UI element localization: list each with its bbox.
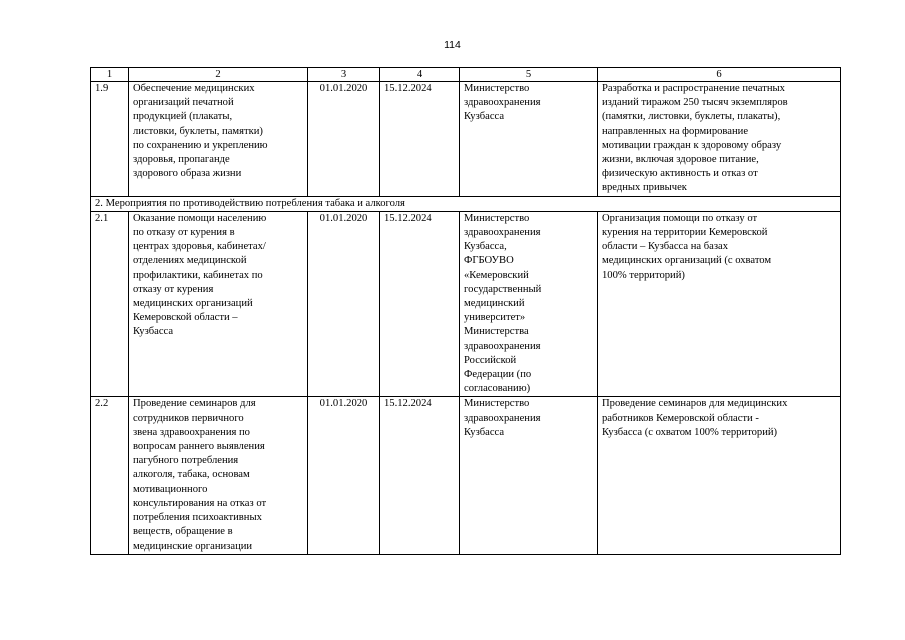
cell-line: здравоохранения (464, 412, 541, 424)
cell-line: Министерство (464, 212, 530, 224)
cell-line: Российской (464, 354, 517, 366)
header-cell: 2 (129, 68, 308, 82)
cell-line: работников Кемеровской области - (602, 412, 759, 424)
cell-line: потребления психоактивных (133, 512, 262, 524)
page-number: 114 (444, 39, 461, 51)
cell-line: ФГБОУВО (464, 255, 514, 267)
start-date-cell: 01.01.2020 (308, 211, 380, 397)
cell-line: отделениях медицинской (133, 255, 247, 267)
cell-line: по сохранению и укреплению (133, 139, 268, 151)
section-row (91, 196, 841, 211)
cell-line: здорового образа жизни (133, 168, 242, 180)
table-row (91, 211, 841, 397)
cell-line: медицинские организации (133, 540, 253, 552)
row-number: 2.1 (91, 211, 129, 397)
cell-line: медицинских организаций (133, 298, 253, 310)
end-date-cell: 15.12.2024 (380, 82, 460, 197)
cell-line: изданий тиражом 250 тысяч экземпляров (602, 97, 788, 109)
cell-line: отказу от курения (133, 283, 214, 295)
cell-line: здравоохранения (464, 227, 541, 239)
cell-line: здравоохранения (464, 340, 541, 352)
cell-line: Кузбасса (с охватом 100% территорий) (602, 426, 778, 438)
cell-line: вредных привычек (602, 182, 687, 194)
result-cell (598, 211, 841, 397)
cell-line: физическую активность и отказ от (602, 168, 758, 180)
activity-cell (129, 82, 308, 197)
activity-cell (129, 397, 308, 554)
cell-line: веществ, обращение в (133, 526, 233, 538)
cell-line: Обеспечение медицинских (133, 83, 255, 94)
row-number: 1.9 (91, 82, 129, 197)
header-cell: 6 (598, 68, 841, 82)
cell-line: Федерации (по (464, 369, 532, 381)
end-date-cell: 15.12.2024 (380, 397, 460, 554)
cell-line: Кузбасса (133, 326, 174, 338)
cell-line: здоровья, пропаганде (133, 154, 230, 166)
cell-line: здравоохранения (464, 97, 541, 109)
header-cell: 5 (460, 68, 598, 82)
cell-line: медицинский (464, 298, 525, 310)
row-number: 2.2 (91, 397, 129, 554)
cell-line: консультирования на отказ от (133, 497, 267, 509)
cell-line: медицинских организаций (с охватом (602, 255, 772, 267)
cell-line: «Кемеровский (464, 269, 529, 281)
cell-line: вопросам раннего выявления (133, 441, 265, 453)
cell-line: Проведение семинаров для (133, 398, 256, 410)
cell-line: Кузбасса (464, 111, 505, 123)
header-cell: 4 (380, 68, 460, 82)
activities-table (90, 67, 841, 555)
cell-line: Разработка и распространение печатных (602, 83, 785, 94)
cell-line: жизни, включая здоровое питание, (602, 154, 759, 166)
executor-cell (460, 82, 598, 197)
cell-line: организаций печатной (133, 97, 234, 109)
executor-cell (460, 397, 598, 554)
header-cell: 1 (91, 68, 129, 82)
cell-line: алкоголя, табака, основам (133, 469, 250, 481)
cell-line: Министерство (464, 398, 530, 410)
cell-line: профилактики, кабинетах по (133, 269, 263, 281)
cell-line: области – Кузбасса на базах (602, 241, 729, 253)
header-cell: 3 (308, 68, 380, 82)
end-date-cell: 15.12.2024 (380, 211, 460, 397)
start-date-cell: 01.01.2020 (308, 397, 380, 554)
cell-line: университет» (464, 312, 526, 324)
cell-line: Кемеровской области – (133, 312, 238, 324)
cell-line: государственный (464, 283, 542, 295)
start-date-cell: 01.01.2020 (308, 82, 380, 197)
cell-line: центрах здоровья, кабинетах/ (133, 241, 266, 253)
cell-line: пагубного потребления (133, 455, 239, 467)
table-header-row (91, 68, 841, 82)
cell-line: сотрудников первичного (133, 412, 244, 424)
cell-line: Организация помощи по отказу от (602, 212, 758, 224)
cell-line: Министерства (464, 326, 529, 338)
cell-line: мотивации граждан к здоровому образу (602, 139, 782, 151)
section-heading: 2. Мероприятия по противодействию потребления табака и алкоголя (91, 196, 841, 211)
table-row (91, 82, 841, 197)
cell-line: 100% территорий) (602, 269, 685, 281)
cell-line: Министерство (464, 83, 530, 94)
cell-line: Кузбасса, (464, 241, 507, 253)
table-row (91, 397, 841, 554)
cell-line: направленных на формирование (602, 125, 749, 137)
cell-line: Оказание помощи населению (133, 212, 267, 224)
cell-line: Кузбасса (464, 426, 505, 438)
cell-line: согласованию) (464, 383, 531, 395)
executor-cell (460, 211, 598, 397)
cell-line: мотивационного (133, 483, 208, 495)
result-cell (598, 82, 841, 197)
cell-line: продукцией (плакаты, (133, 111, 233, 123)
cell-line: по отказу от курения в (133, 227, 235, 239)
cell-line: (памятки, листовки, буклеты, плакаты), (602, 111, 781, 123)
cell-line: листовки, буклеты, памятки) (133, 125, 263, 137)
cell-line: курения на территории Кемеровской (602, 227, 768, 239)
result-cell (598, 397, 841, 554)
activity-cell (129, 211, 308, 397)
cell-line: звена здравоохранения по (133, 426, 250, 438)
cell-line: Проведение семинаров для медицинских (602, 398, 788, 410)
